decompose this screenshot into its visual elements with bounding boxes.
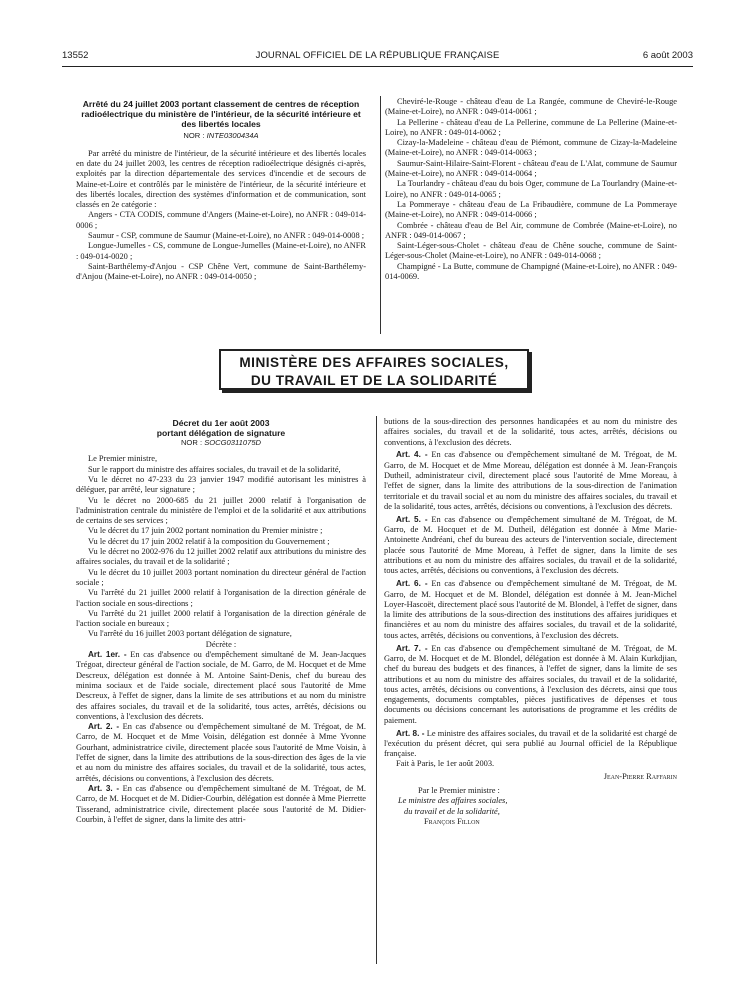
- article-text: En cas d'absence ou d'empêchement simultané de M. Jean-Jacques Trégoat, directeur général de l'action sociale, de M. Garro, de M. Hocquet et de Mme Descreux, délégation est donnée à M. Antoine Saint-Denis, chef du bureau des minima sociaux et de l'aide sociale, directement placé sous l'autorité de Mme Descreux, à l'effet de signer, dans la limite de ses attributions et au nom du ministre des affaires sociales, du travail et de la solidarité, tous actes, arrêtés, décisions ou conventions, à l'exclusion des décrets.: [76, 650, 367, 721]
- article-label: Art. 3. -: [88, 783, 120, 793]
- signatory: Jean-Pierre Raffarin: [603, 771, 677, 781]
- banner-line-2: DU TRAVAIL ET DE LA SOLIDARITÉ: [250, 373, 498, 388]
- article-text: En cas d'absence ou d'empêchement simultané de M. Trégoat, de M. Garro, de M. Hocquet et de Mme Moreau, délégation est donnée à M. Jean-François Dutheil, administrateur civil, directement placé sous l'autorité de Mme Moreau, à l'effet de signer, dans la limite des attributions de la sous-direction de l'animation territoriale et du travail social et au nom du ministre des affaires sociales, du travail et de la solidarité, tous actes, arrêtés, décisions ou conventions, à l'exclusion des décrets.: [384, 450, 678, 511]
- list-item: La Pommeraye - château d'eau de La Fribaudière, commune de La Pommeraye (Maine-et-Loire), no ANFR : 049-014-0066 ;: [385, 199, 677, 220]
- visa: Vu le décret no 2002-976 du 12 juillet 2002 relatif aux attributions du ministre des affaires sociales, du travail et de la solidarité ;: [76, 547, 366, 567]
- article-label: Art. 4. -: [396, 450, 428, 460]
- arrete-title: Arrêté du 24 juillet 2003 portant classement de centres de réception radioélectrique du ministère de l'intérieur, de la sécurité intérieure et des libertés locales: [81, 99, 361, 130]
- article-8: [384, 729, 677, 760]
- list-item: Saumur - CSP, commune de Saumur (Maine-et-Loire), no ANFR : 049-014-0008 ;: [88, 230, 365, 240]
- decret-title: Décret du 1er août 2003: [172, 418, 270, 428]
- visa: Le Premier ministre,: [88, 454, 158, 464]
- decret-left-column: [76, 418, 366, 825]
- decrete: Décrète :: [205, 639, 237, 649]
- nor-code: SOCG0311075D: [204, 438, 262, 448]
- minister-name: François Fillon: [424, 816, 480, 826]
- column-divider: [376, 416, 377, 964]
- decret-subtitle: portant délégation de signature: [156, 428, 286, 439]
- article-label: Art. 8. -: [396, 728, 425, 738]
- done-at: Fait à Paris, le 1er août 2003.: [396, 759, 495, 769]
- article-text: En cas d'absence ou d'empêchement simultané de M. Trégoat, de M. Garro, de M. Hocquet et de M. Dutheil, délégation est donnée à Mme Marie-Antoinette Andréani, chef du bureau des acteurs de l'intervention sociale, directement placée sous l'autorité de Mme Moreau, à l'effet de signer, dans la limite de ses attributions et au nom du ministre des affaires sociales, du travail et de la solidarité, tous actes, arrêtés, décisions ou conventions, à l'exclusion des décrets.: [384, 514, 678, 576]
- article-text: En cas d'absence ou d'empêchement simultané de M. Trégoat, de M. Carro, de M. Hocquet et de Mme Voisin, délégation est donnée à Mme Yvonne Gourhant, administratrice civile, directement placée sous l'autorité de Mme Voisin, à l'effet de signer, dans la limite des attributions de la sous-direction des âges de la vie et au nom du ministre des affaires sociales, du travail et de la solidarité, tous actes, arrêtés, décisions ou conventions, à l'exclusion des décrets.: [76, 722, 366, 783]
- minister-title-1: Le ministre des affaires sociales,: [398, 796, 508, 806]
- article-text: En cas d'absence ou d'empêchement simultané de M. Trégoat, de M. Carro, de M. Hocquet et de M. Didier-Courbin, délégation est donnée à Mme Pierrette Tisserand, administratrice civile, directement placée sous l'autorité de M. Didier-Courbin, à l'effet de signer, dans la limite des attri-: [76, 783, 366, 824]
- ministry-banner: [219, 349, 529, 390]
- visa: Vu le décret du 10 juillet 2003 portant nomination du directeur général de l'action sociale ;: [76, 567, 366, 587]
- page-number: 13552: [62, 50, 89, 61]
- list-item: Cheviré-le-Rouge - château d'eau de La Rangée, commune de Cheviré-le-Rouge (Maine-et-Loire), no ANFR : 049-014-0061 ;: [385, 97, 677, 117]
- article-6: [384, 579, 677, 641]
- article-text: En cas d'absence ou d'empêchement simultané de M. Trégoat, de M. Garro, de M. Hocquet et de M. Blondel, délégation est donnée à M. Jean-Michel Loyer-Hascoët, directement placé sous l'autorité de M. Blondel, à l'effet de signer, dans la limite des attributions de la sous-direction des institutions des affaires juridiques et financières et au nom du ministre des affaires sociales, du travail et de la solidarité, tous actes, arrêtés, décisions ou conventions, à l'exclusion des décrets.: [384, 579, 678, 640]
- article-2: [76, 722, 366, 784]
- nor-label: NOR :: [183, 130, 205, 140]
- visa: Vu l'arrêté du 16 juillet 2003 portant délégation de signature,: [88, 629, 292, 639]
- arrete-right-column: [385, 97, 677, 282]
- list-item: Cizay-la-Madeleine - château d'eau de Piémont, commune de Cizay-la-Madeleine (Maine-et-Loire), no ANFR : 049-014-0063 ;: [385, 138, 677, 158]
- column-divider: [380, 96, 381, 334]
- nor-label: NOR :: [180, 438, 203, 448]
- decret-nor: [76, 438, 366, 448]
- arrete-intro: Par arrêté du ministre de l'intérieur, de la sécurité intérieure et des libertés locales en date du 24 juillet 2003, les centres de réception radioélectrique désignés ci-après, exploités par la direction départementale des services d'incendie et de secours de Maine-et-Loire et contrôlés par le ministère de l'intérieur, de la sécurité intérieure et des libertés locales, direction des systèmes d'information et de communication, sont classés en 2e catégorie :: [76, 148, 366, 210]
- decret-right-column: [384, 417, 677, 827]
- article-1: [76, 650, 366, 722]
- visa: Vu l'arrêté du 21 juillet 2000 relatif à l'organisation de la direction générale de l'action sociale en bureaux ;: [76, 608, 366, 629]
- article-3-continued: butions de la sous-direction des personnes handicapées et au nom du ministre des affaires sociales, du travail et de la solidarité, tous actes, arrêtés, décisions ou conventions, à l'exclusion des décrets.: [384, 417, 677, 447]
- article-label: Art. 2. -: [88, 722, 120, 732]
- visa: Vu le décret du 17 juin 2002 portant nomination du Premier ministre ;: [88, 526, 323, 536]
- article-label: Art. 1er. -: [88, 650, 127, 660]
- nor-code: INTE0300434A: [206, 130, 259, 140]
- visa: Vu le décret no 2000-685 du 21 juillet 2000 relatif à l'organisation de l'administration centrale du ministère de l'emploi et de la solidarité et aux attributions de certains de ses services ;: [76, 495, 366, 526]
- page-header: [62, 50, 693, 66]
- visa: Sur le rapport du ministre des affaires sociales, du travail et de la solidarité,: [88, 464, 341, 474]
- article-5: [384, 515, 677, 577]
- list-item: La Tourlandry - château d'eau du bois Oger, commune de La Tourlandry (Maine-et-Loire), no ANFR : 049-014-0065 ;: [385, 179, 677, 199]
- article-text: En cas d'absence ou d'empêchement simultané de M. Trégoat, de M. Garro, de M. Hocquet et de M. Blondel, délégation est donnée à M. Alain Kurkdjian, chef du bureau des budgets et des finances, à l'effet de signer, dans la limite de ses attributions et au nom du ministre des affaires sociales, du travail et de la solidarité, tous actes, arrêtés, décisions ou conventions, à l'exclusion des décrets, ainsi que tous engagements, documents comptables, pièces justificatives de dépenses et tous documents ou décisions concernant les autorisations de programme et les crédits de paiement.: [384, 643, 678, 725]
- list-item: Longue-Jumelles - CS, commune de Longue-Jumelles (Maine-et-Loire), no ANFR : 049-014-0020 ;: [76, 241, 366, 261]
- article-7: [384, 644, 677, 726]
- visa: Vu le décret du 17 juin 2002 relatif à la composition du Gouvernement ;: [88, 536, 330, 546]
- list-item: Angers - CTA CODIS, commune d'Angers (Maine-et-Loire), no ANFR : 049-014-0006 ;: [76, 210, 366, 230]
- article-3: [76, 784, 366, 825]
- arrete-nor: [76, 131, 366, 141]
- list-item: Saint-Léger-sous-Cholet - château d'eau de Chêne souche, commune de Saint-Léger-sous-Cholet (Maine-et-Loire), no ANFR : 049-014-0068 ;: [385, 241, 677, 261]
- list-item: Combrée - château d'eau de Bel Air, commune de Combrée (Maine-et-Loire), no ANFR : 049-014-0067 ;: [385, 220, 677, 240]
- article-4: [384, 450, 677, 512]
- article-text: Le ministre des affaires sociales, du travail et de la solidarité est chargé de l'exécution du présent décret, qui sera publié au Journal officiel de la République française.: [384, 728, 677, 759]
- journal-title: JOURNAL OFFICIEL DE LA RÉPUBLIQUE FRANÇAISE: [255, 50, 500, 61]
- header-rule: [62, 66, 693, 67]
- article-label: Art. 6. -: [396, 579, 428, 589]
- visa: Vu le décret no 47-233 du 23 janvier 1947 modifié autorisant les ministres à déléguer, par arrêté, leur signature ;: [76, 475, 366, 495]
- list-item: La Pellerine - château d'eau de La Pellerine, commune de La Pellerine (Maine-et-Loire), no ANFR : 049-014-0062 ;: [385, 117, 677, 137]
- arrete-left-column: [76, 99, 366, 282]
- list-item: Saumur-Saint-Hilaire-Saint-Florent - château d'eau de L'Alat, commune de Saumur (Maine-et-Loire), no ANFR : 049-014-0064 ;: [385, 158, 677, 179]
- by-prime-minister: Par le Premier ministre :: [418, 786, 500, 796]
- article-label: Art. 7. -: [396, 643, 428, 653]
- banner-line-1: MINISTÈRE DES AFFAIRES SOCIALES,: [239, 355, 509, 370]
- list-item: Champigné - La Butte, commune de Champigné (Maine-et-Loire), no ANFR : 049-014-0069.: [385, 261, 677, 282]
- list-item: Saint-Barthélemy-d'Anjou - CSP Chêne Vert, commune de Saint-Barthélemy-d'Anjou (Maine-et-Loire), no ANFR : 049-014-0050 ;: [76, 261, 366, 282]
- article-label: Art. 5. -: [396, 514, 428, 524]
- visa: Vu l'arrêté du 21 juillet 2000 relatif à l'organisation de la direction générale de l'action sociale en sous-directions ;: [76, 588, 366, 608]
- issue-date: 6 août 2003: [642, 50, 693, 61]
- minister-title-2: du travail et de la solidarité,: [404, 806, 500, 816]
